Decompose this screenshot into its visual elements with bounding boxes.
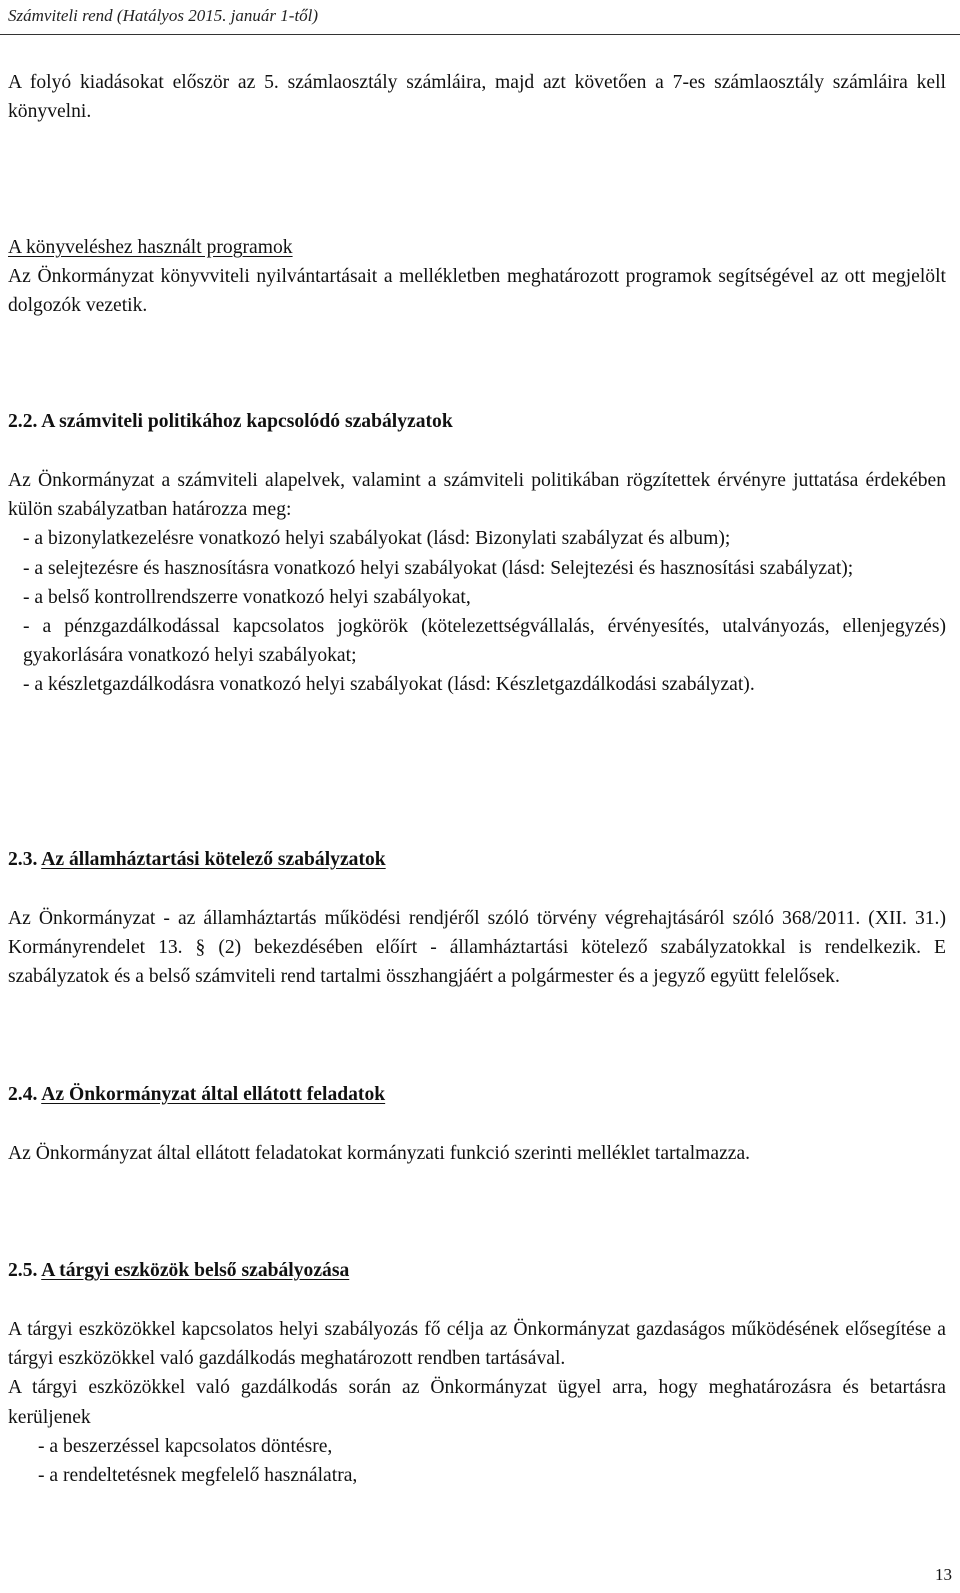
list-item: - a bizonylatkezelésre vonatkozó helyi szabályokat (lásd: Bizonylati szabályzat és album); [23, 528, 731, 550]
list-item: - a készletgazdálkodásra vonatkozó helyi szabályokat (lásd: Készletgazdálkodási szabályzat). [23, 674, 755, 696]
section-2-3-paragraph: Az Önkormányzat - az államháztartás működési rendjéről szóló törvény végrehajtásáról szóló 368/2011. (XII. 31.) Kormányrendelet 13. § (2) bekezdésében előírt - államháztartási kötelező szabályzatokkal is rendelkezik. E szabályzatok és a belső számviteli rend tartalmi összhangjáért a polgármester és a jegyző együtt felelősek. [8, 908, 946, 988]
section-number: 2.4. [8, 1084, 38, 1105]
list-item: - a belső kontrollrendszerre vonatkozó helyi szabályokat, [23, 586, 471, 608]
section-title: A tárgyi eszközök belső szabályozása [41, 1260, 350, 1281]
section-2-2-paragraph: Az Önkormányzat a számviteli alapelvek, valamint a számviteli politikában rögzítettek érvényre juttatása érdekében külön szabályzatban határozza meg: [8, 470, 946, 521]
section-2-5-paragraph-1: A tárgyi eszközökkel kapcsolatos helyi szabályozás fő célja az Önkormányzat gazdaságos működésének elősegítése a tárgyi eszközökkel való gazdálkodás meghatározott rendben tartásával. [8, 1319, 946, 1370]
header-divider [0, 34, 960, 35]
section-title: Az államháztartási kötelező szabályzatok [41, 849, 386, 870]
list-item: - a pénzgazdálkodással kapcsolatos jogkörök (kötelezettségvállalás, érvényesítés, utalványozás, ellenjegyzés) gyakorlására vonatkozó helyi szabályokat; [23, 616, 946, 667]
section-2-5-paragraph-2: A tárgyi eszközökkel való gazdálkodás során az Önkormányzat ügyel arra, hogy meghatározásra és betartásra kerüljenek [8, 1377, 946, 1428]
section-2-4-paragraph: Az Önkormányzat által ellátott feladatokat kormányzati funkció szerinti melléklet tartalmazza. [8, 1143, 751, 1164]
section-2-2-heading [8, 407, 946, 436]
list-item: - a beszerzéssel kapcsolatos döntésre, [38, 1435, 333, 1457]
section-2-5-heading [8, 1256, 946, 1285]
section-number: 2.2. [8, 411, 38, 432]
page-number: 13 [935, 1565, 952, 1584]
intro-paragraph: A folyó kiadásokat először az 5. számlaosztály számláira, majd azt követően a 7-es számlaosztály számláira kell könyvelni. [8, 72, 946, 123]
section-2-2-body [8, 466, 946, 700]
section-2-3-heading [8, 845, 946, 874]
list-item: - a rendeltetésnek megfelelő használatra, [38, 1465, 358, 1487]
programs-paragraph: Az Önkormányzat könyvviteli nyilvántartásait a mellékletben meghatározott programok segítségével az ott megjelölt dolgozók vezetik. [8, 266, 946, 317]
section-2-5-body [8, 1315, 946, 1490]
section-title: A számviteli politikához kapcsolódó szabályzatok [41, 411, 453, 432]
programs-heading: A könyveléshez használt programok [8, 237, 293, 258]
running-header: Számviteli rend (Hatályos 2015. január 1-től) [8, 6, 319, 25]
section-title: Az Önkormányzat által ellátott feladatok [41, 1084, 386, 1105]
list-item: - a selejtezésre és hasznosításra vonatkozó helyi szabályokat (lásd: Selejtezési és hasznosítási szabályzat); [23, 557, 854, 579]
section-number: 2.3. [8, 849, 38, 870]
section-2-4-heading [8, 1080, 946, 1109]
section-number: 2.5. [8, 1260, 38, 1281]
